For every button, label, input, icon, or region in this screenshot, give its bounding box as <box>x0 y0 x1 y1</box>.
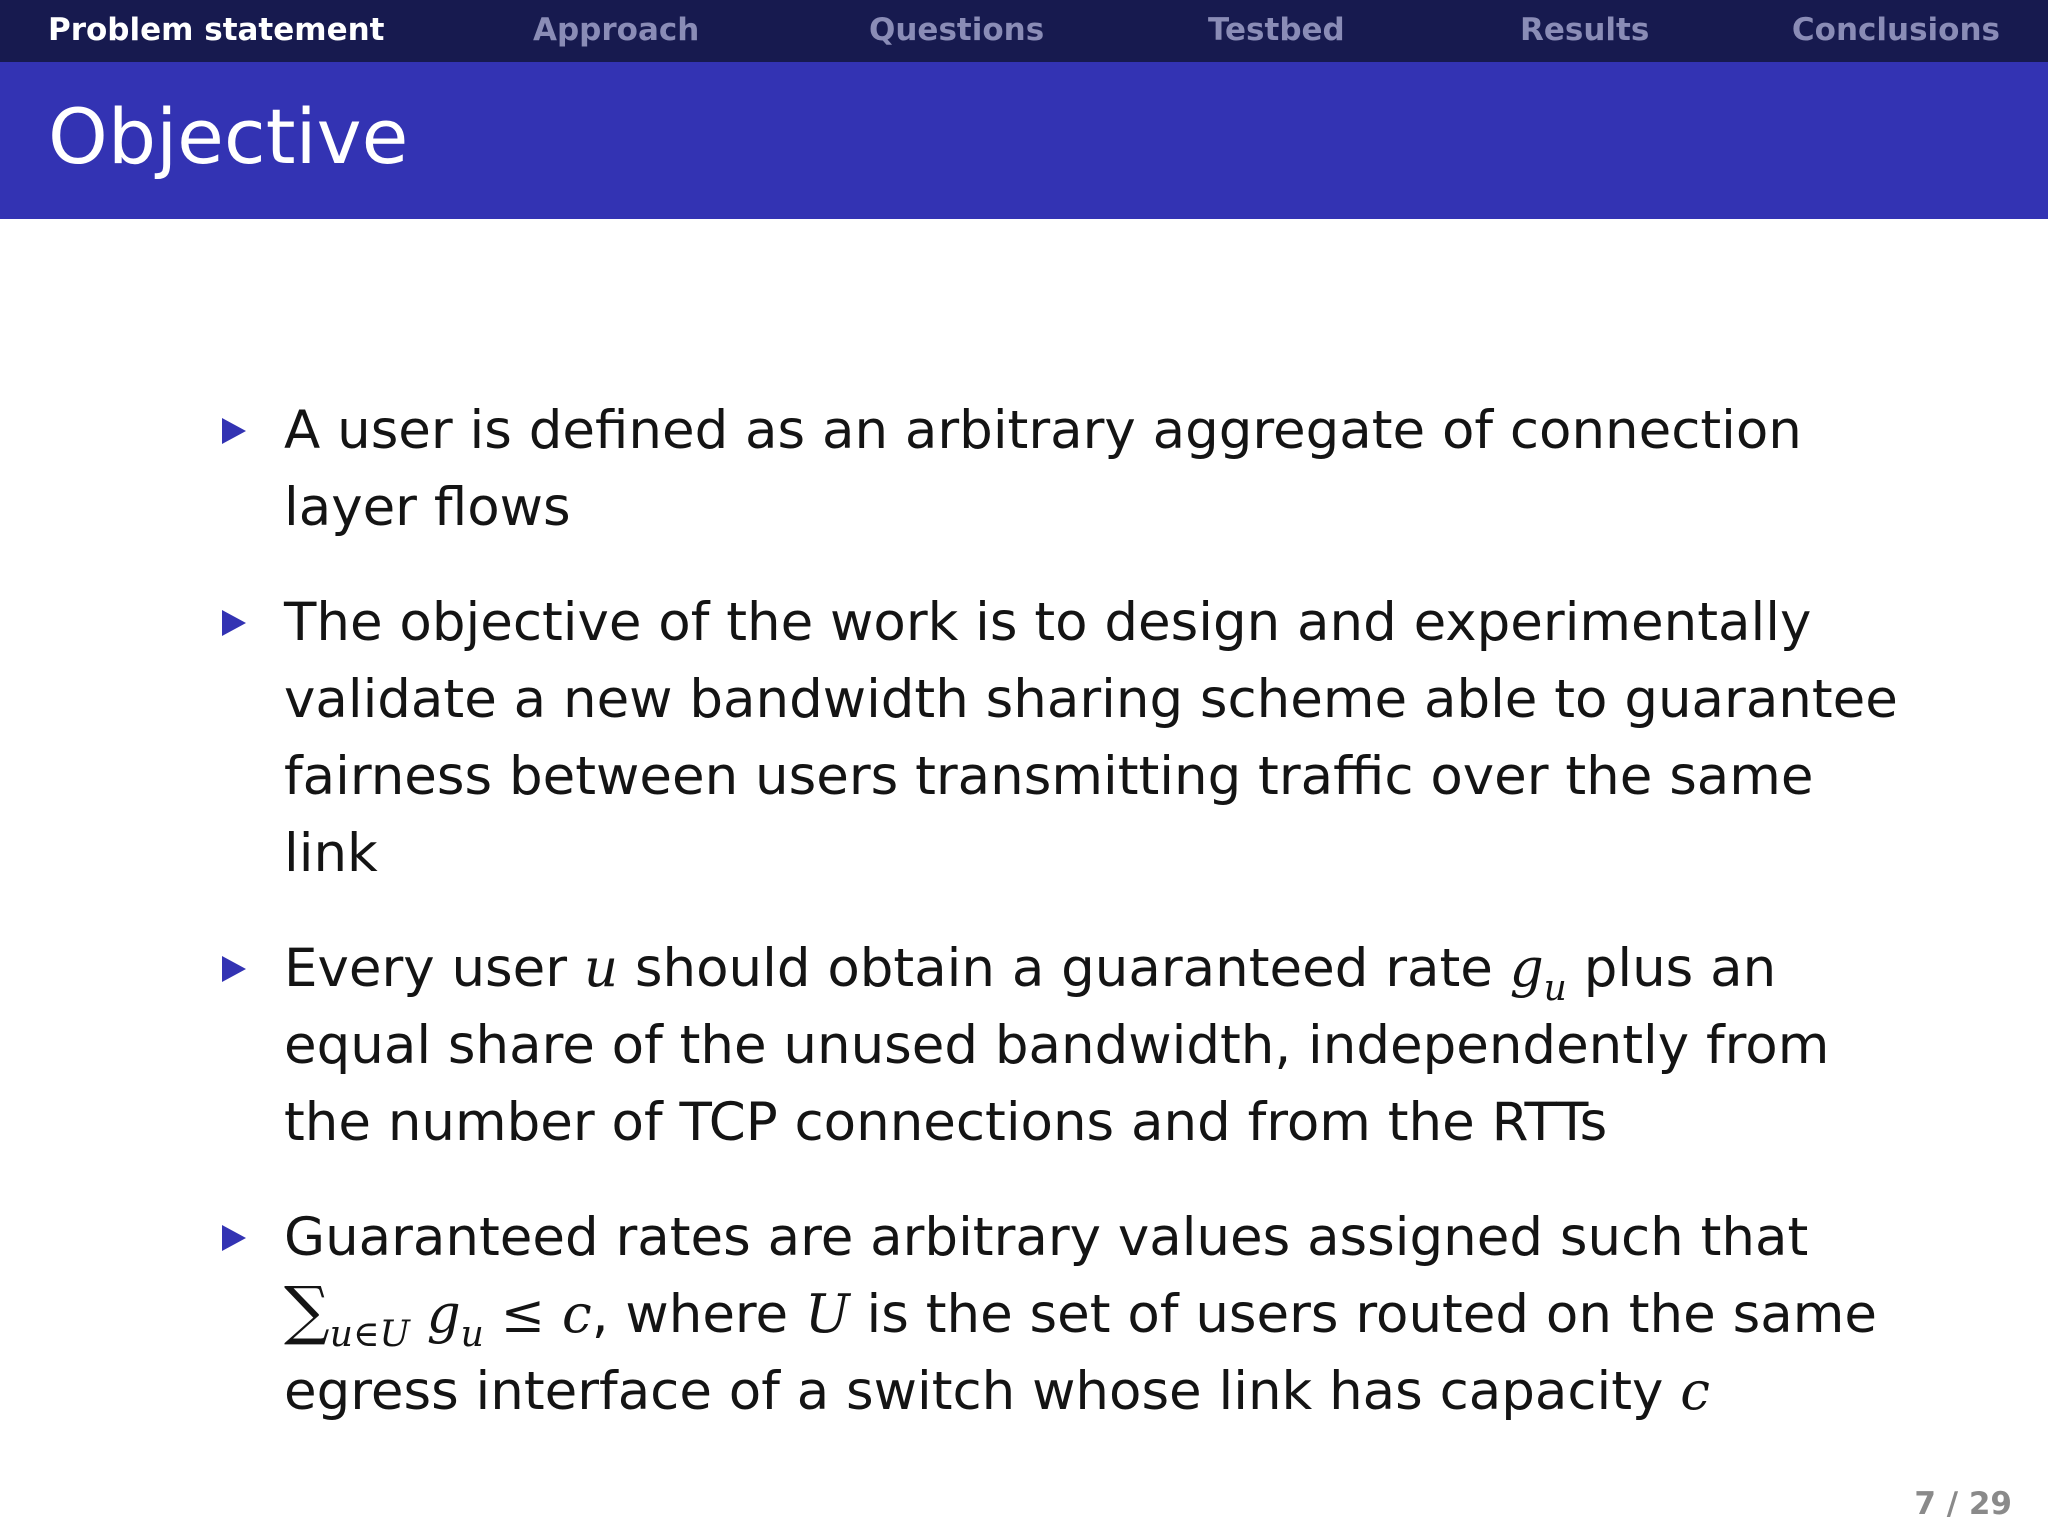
bullet-text: Every user <box>284 938 584 999</box>
bullet-list <box>220 392 1900 1468</box>
section-navigation-bar <box>0 0 2048 62</box>
math-variable-u: u <box>583 938 619 999</box>
nav-item-questions[interactable]: Questions <box>869 12 1045 48</box>
bullet-item <box>220 392 1900 546</box>
bullet-item <box>220 584 1900 892</box>
math-leq-symbol: ≤ <box>500 1284 546 1345</box>
page-number: 7 / 29 <box>1914 1486 2012 1522</box>
bullet-text: is the set of users routed on the same egress interface of a switch whose link has capacity <box>284 1284 1877 1422</box>
frame-title-bar <box>0 62 2048 219</box>
math-subscript-u: u <box>1543 968 1567 1009</box>
bullet-text: , where <box>591 1284 806 1345</box>
bullet-arrow-icon <box>222 610 246 636</box>
bullet-item <box>220 1199 1900 1430</box>
bullet-text: The objective of the work is to design and experimentally validate a new bandwidth sharing scheme able to guarantee fairness between users transmitting traffic over the same link <box>284 592 1898 884</box>
bullet-text: plus an equal share of the unused bandwidth, independently from the number of TCP connections and from the RTTs <box>284 938 1830 1153</box>
math-sum-subscript: u∈U <box>329 1314 410 1355</box>
bullet-arrow-icon <box>222 956 246 982</box>
nav-item-testbed[interactable]: Testbed <box>1208 12 1345 48</box>
math-sum-symbol: ∑ <box>284 1274 330 1348</box>
bullet-arrow-icon <box>222 418 246 444</box>
bullet-text: should obtain a guaranteed rate <box>618 938 1510 999</box>
math-variable-c: c <box>562 1284 592 1345</box>
bullet-item <box>220 930 1900 1161</box>
math-variable-c: c <box>1680 1361 1710 1422</box>
nav-item-conclusions[interactable]: Conclusions <box>1791 12 2000 48</box>
bullet-text: A user is defined as an arbitrary aggregate of connection layer flows <box>284 400 1802 538</box>
math-variable-U: U <box>805 1284 850 1345</box>
frame-title: Objective <box>48 92 409 181</box>
math-variable-g: g <box>426 1284 461 1345</box>
math-subscript-u: u <box>460 1314 484 1355</box>
nav-item-problem-statement[interactable]: Problem statement <box>48 12 385 48</box>
nav-item-results[interactable]: Results <box>1520 12 1650 48</box>
math-variable-g: g <box>1509 938 1544 999</box>
bullet-text: Guaranteed rates are arbitrary values assigned such that <box>284 1207 1809 1268</box>
bullet-arrow-icon <box>222 1225 246 1251</box>
nav-item-approach[interactable]: Approach <box>533 12 700 48</box>
